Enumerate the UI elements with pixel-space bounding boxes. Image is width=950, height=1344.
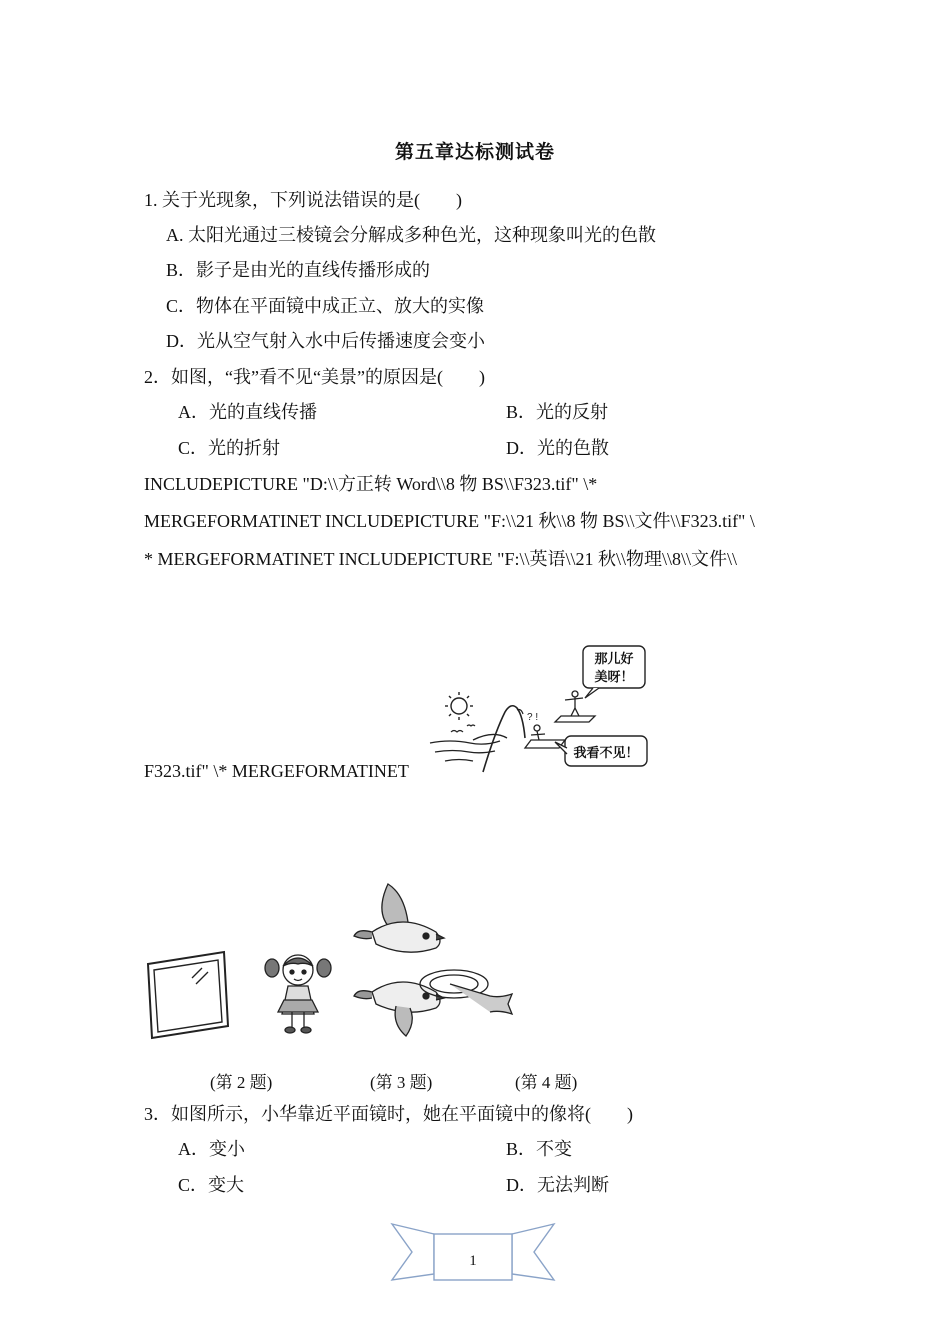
bird-top-icon	[354, 884, 444, 952]
page-number: 1	[469, 1253, 477, 1269]
question-2-stem: 2．如图，“我”看不见“美景”的原因是( )	[144, 367, 485, 387]
question-3-option-c: C．变大	[178, 1175, 245, 1195]
field-code-line-1: INCLUDEPICTURE "D:\\方正转 Word\\8 物 BS\\F323.tif" \*	[144, 474, 598, 494]
bubble-bottom-text: 我看不见！	[573, 746, 639, 761]
question-1-option-a: A. 太阳光通过三棱镜会分解成多种色光，这种现象叫光的色散	[166, 225, 656, 245]
bubble-top-line-1: 那儿好	[594, 652, 634, 667]
figure-q3-mirror	[144, 950, 234, 1042]
question-1-stem: 1. 关于光现象，下列说法错误的是( )	[144, 190, 462, 210]
field-code-line-3: * MERGEFORMATINET INCLUDEPICTURE "F:\\英语\\21 秋\\物理\\8\\文件\\	[144, 549, 738, 569]
question-2-option-a: A．光的直线传播	[178, 402, 317, 422]
bird-bottom-icon	[354, 982, 444, 1036]
question-2-option-b: B．光的反射	[506, 402, 609, 422]
figure-q4-birds-fish	[352, 880, 527, 1040]
question-3-option-d: D．无法判断	[506, 1175, 609, 1195]
question-2-option-c: C．光的折射	[178, 438, 281, 458]
caption-q4: (第 4 题)	[515, 1073, 578, 1092]
question-2-option-d: D．光的色散	[506, 438, 609, 458]
field-code-line-2: MERGEFORMATINET INCLUDEPICTURE "F:\\21 秋\\8 物 BS\\文件\\F323.tif" \	[144, 511, 755, 531]
question-3-option-b: B．不变	[506, 1139, 573, 1159]
caption-q2: (第 2 题)	[210, 1073, 273, 1092]
page-number-ribbon	[390, 1220, 556, 1284]
question-1-option-b: B．影子是由光的直线传播形成的	[166, 260, 431, 280]
question-1-option-c: C．物体在平面镜中成正立、放大的实像	[166, 296, 485, 316]
figure-q3-girl	[262, 950, 336, 1036]
person-bottom-icon	[531, 725, 545, 740]
person-top-icon	[565, 691, 583, 716]
figure-q2-scenery	[425, 640, 655, 780]
field-code-line-4: F323.tif" \* MERGEFORMATINET	[144, 761, 409, 781]
question-3-option-a: A．变小	[178, 1139, 245, 1159]
mountain-shape	[483, 706, 525, 772]
sun-icon	[445, 692, 473, 720]
question-3-stem: 3．如图所示，小华靠近平面镜时，她在平面镜中的像将( )	[144, 1104, 633, 1124]
bubble-top-line-2: 美呀！	[594, 670, 634, 685]
question-marks: ? !	[527, 712, 539, 723]
question-1-option-d: D．光从空气射入水中后传播速度会变小	[166, 331, 485, 351]
caption-q3: (第 3 题)	[370, 1073, 433, 1092]
page-title: 第五章达标测试卷	[394, 142, 555, 163]
